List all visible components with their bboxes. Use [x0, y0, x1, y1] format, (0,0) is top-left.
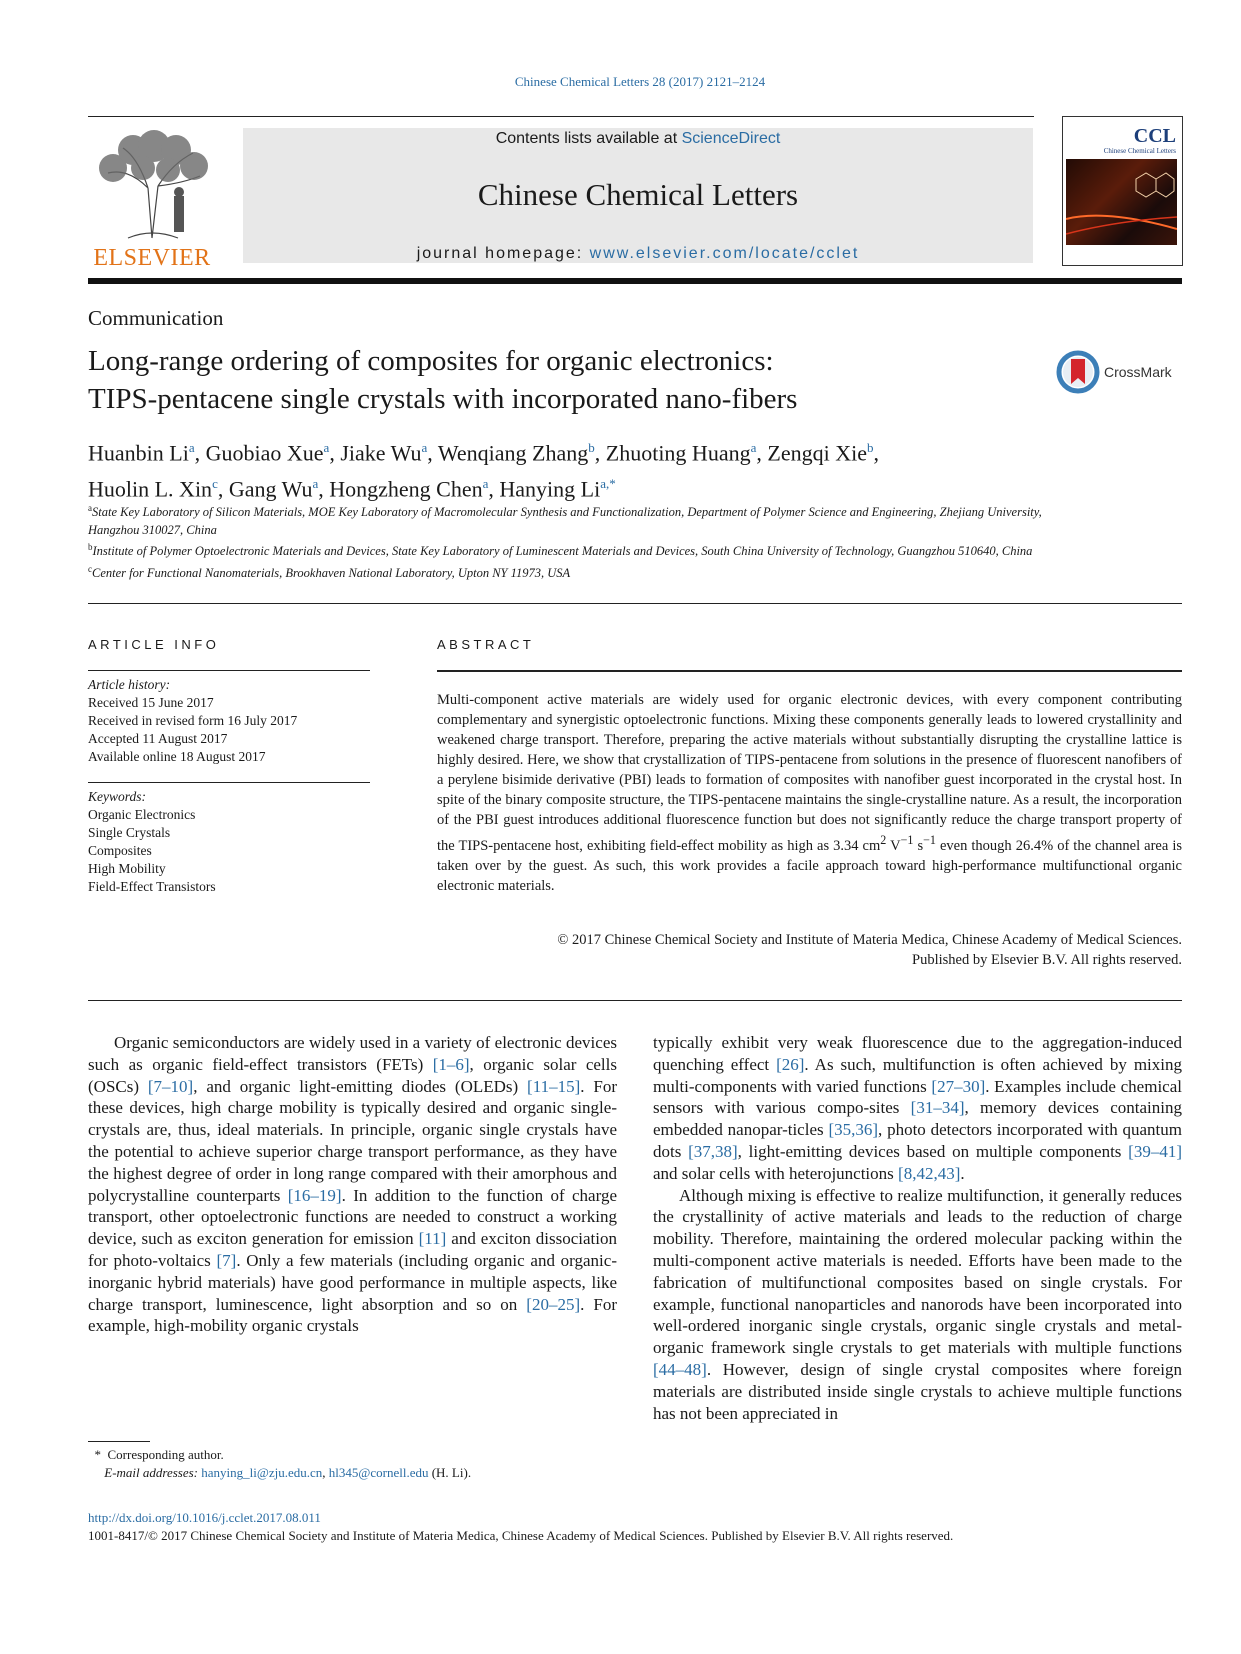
abstract-body-2: even though 26.4% of the channel area is taken over by the guest. As such, this work provides a facile approach toward high-performance multifunctional organic electronic materials. — [437, 837, 1183, 894]
affiliation-key: b — [88, 542, 93, 553]
corresponding-label: Corresponding author. — [107, 1447, 224, 1462]
crossmark-badge[interactable] — [1056, 350, 1186, 398]
keyword-item: Single Crystals — [88, 825, 171, 840]
affiliation-text: State Key Laboratory of Silicon Materials, MOE Key Laboratory of Macromolecular Synthesis and Functionalization, Department of Polymer Science and Engineering, Zhejiang University, Hangzhou 310027, China — [88, 505, 1042, 537]
citation-link[interactable]: [20–25] — [526, 1294, 581, 1314]
email-line: E-mail addresses: hanying_li@zju.edu.cn, hl345@cornell.edu (H. Li). — [104, 1465, 472, 1480]
citation-link[interactable]: [31–34] — [910, 1098, 965, 1118]
citation-link[interactable]: [27–30] — [931, 1076, 986, 1096]
author-separator: , — [318, 476, 330, 502]
title-line-1: Long-range ordering of composites for organic electronics: — [88, 345, 774, 377]
body-text-run: . — [960, 1163, 965, 1183]
history-item: Available online 18 August 2017 — [88, 749, 266, 764]
copyright-line-2: Published by Elsevier B.V. All rights reserved. — [912, 952, 1182, 968]
author-separator: , — [194, 440, 206, 466]
author-name[interactable]: Zhuoting Huang — [605, 440, 751, 466]
homepage-line — [243, 245, 1033, 263]
contents-prefix: Contents lists available at — [495, 130, 682, 147]
keywords-block — [88, 788, 216, 896]
contents-line — [243, 130, 1033, 148]
article-title — [88, 342, 1048, 418]
author-affiliation-mark[interactable]: a — [482, 476, 489, 492]
affiliation-item — [88, 561, 1088, 583]
body-text-run: . As such, multifunction is often achieved by mixing multi-components with varied functions — [653, 1054, 1182, 1096]
homepage-prefix: journal homepage: — [416, 245, 590, 262]
elsevier-wordmark: ELSEVIER — [93, 245, 211, 271]
keyword-list — [88, 806, 216, 896]
body-text-run: , light-emitting devices based on multiple components — [737, 1141, 1129, 1161]
abstract-copyright — [437, 930, 1182, 970]
cover-title: CCL — [1133, 125, 1176, 147]
journal-name: Chinese Chemical Letters — [477, 177, 799, 212]
unit-sup-3: −1 — [923, 833, 936, 847]
affiliations — [88, 500, 1088, 582]
author-separator: , — [873, 440, 879, 466]
body-text-run: , memory devices containing embedded nanopar-ticles — [653, 1098, 1182, 1140]
author-separator: , — [217, 476, 229, 502]
author-affiliation-mark[interactable]: c — [212, 476, 218, 492]
history-item: Accepted 11 August 2017 — [88, 731, 228, 746]
history-label: Article history: — [88, 677, 171, 692]
history-item: Received in revised form 16 July 2017 — [88, 713, 298, 728]
body-text-run: , photo detectors incorporated with quantum dots — [653, 1120, 1183, 1161]
citation-link[interactable]: [8,42,43] — [898, 1163, 961, 1183]
email-link-2[interactable]: hl345@cornell.edu — [328, 1465, 429, 1480]
author-separator: , — [594, 440, 606, 466]
unit-v: V — [886, 837, 901, 854]
author-affiliation-mark[interactable]: a — [323, 440, 330, 455]
author-name[interactable]: Huanbin Li — [88, 440, 189, 466]
body-text-run: . Examples include chemical sensors with various compo-sites — [653, 1076, 1182, 1118]
body-text-run: Although mixing is effective to realize multifunction, it generally reduces the crystallinity of active materials and leads to the reduction of charge mobility. Therefore, maintaining the ordered molecular packing within the multi-component active materials is needed. Efforts have been made to the fabrication of multifunctional composites based on single crystals. For example, functional nanoparticles and nanorods have been incorporated into well-ordered inorganic single crystals, organic single crystals and metal-organic framework single crystals to get materials with multiple functions — [653, 1185, 1182, 1358]
keywords-label: Keywords: — [88, 789, 146, 804]
abstract-text — [437, 690, 1182, 896]
body-text-run: , organic solar cells (OSCs) — [88, 1054, 617, 1096]
journal-cover-thumbnail[interactable] — [1062, 116, 1183, 266]
issn-copyright-line: 1001-8417/© 2017 Chinese Chemical Society and Institute of Materia Medica, Chinese Academy of Medical Sciences. Published by Elsevier B.V. All rights reserved. — [88, 1528, 954, 1543]
body-right-paragraph-2 — [653, 1185, 1182, 1425]
article-history — [88, 676, 297, 766]
author-name[interactable]: Wenqiang Zhang — [437, 440, 589, 466]
article-info-heading: ARTICLE INFO — [88, 637, 220, 652]
email-suffix: (H. Li). — [428, 1465, 472, 1480]
author-affiliation-mark[interactable]: a,* — [600, 476, 616, 492]
author-affiliation-mark[interactable]: a — [750, 440, 757, 455]
history-item: Received 15 June 2017 — [88, 695, 214, 710]
affiliation-text: Institute of Polymer Optoelectronic Materials and Devices, State Key Laboratory of Luminescent Materials and Devices, South China University of Technology, Guangzhou 510640, China — [92, 544, 1033, 559]
citation-link[interactable]: [39–41] — [1128, 1141, 1182, 1161]
affiliation-text: Center for Functional Nanomaterials, Brookhaven National Laboratory, Upton NY 11973, USA — [92, 565, 571, 580]
tree-icon — [88, 128, 216, 246]
body-text-run: Organic semiconductors are widely used in a variety of electronic devices such as organic field-effect transistors (FETs) — [88, 1033, 617, 1074]
author-separator: , — [329, 440, 341, 466]
author-affiliation-mark[interactable]: b — [866, 440, 874, 455]
citation-link[interactable]: [37,38] — [688, 1141, 738, 1161]
corresponding-footnote — [88, 1446, 471, 1482]
doi-line — [88, 1510, 321, 1526]
body-text-run: . For these devices, high charge mobility is typically desired and organic single-crystals are, thus, ideal materials. In principle, organic single crystals have the potential to achieve superior charge transport performance, as they have the highest degree of order in long range compared with their amorphous and polycrystalline counterparts — [88, 1076, 617, 1205]
crossmark-label: CrossMark — [1104, 364, 1172, 380]
journal-citation[interactable]: Chinese Chemical Letters 28 (2017) 2121–2124 — [514, 74, 766, 89]
body-text-run: . For example, high-mobility organic crystals — [88, 1294, 618, 1336]
abstract-body-1: Multi-component active materials are widely used for organic electronic devices, with every component contributing complementary and synergistic optoelectronic functions. Mixing these components generally leads to lowered crystallinity and weakened charge transport. Therefore, preparing the active materials without substantially disrupting the crystalline lattice is highly desired. Here, we show that crystallization of TIPS-pentacene from solutions in the presence of fluorescent nanofibers of a perylene bisimide derivative (PBI) leads to formation of composites with nanofiber guest incorporated in the crystal host. In spite of the binary composite structure, the TIPS-pentacene maintains the single-crystalline nature. As a result, the incorporation of the PBI guest introduces additional fluorescence function but does not significantly reduce the charge transport property of the TIPS-pentacene host, exhibiting field-effect mobility as high as 3.34 cm — [437, 692, 1182, 854]
body-text-run: typically exhibit very weak fluorescence due to the aggregation-induced quenching effect — [653, 1033, 1182, 1074]
body-text-run: . In addition to the function of charge transport, other optoelectronic functions are needed to construct a working device, such as exciton generation for emission — [88, 1185, 617, 1249]
author-affiliation-mark[interactable]: b — [588, 440, 595, 455]
affiliation-item — [88, 500, 1088, 539]
unit-sup-2: −1 — [900, 833, 914, 847]
author-name[interactable]: Huolin L. Xin — [88, 476, 213, 502]
body-text-run: , and organic light-emitting diodes (OLEDs) — [193, 1076, 528, 1096]
corresponding-line — [88, 1446, 471, 1464]
citation-link[interactable]: [11–15] — [527, 1076, 581, 1096]
body-text-run: and solar cells with heterojunctions — [653, 1163, 899, 1183]
header-top-rule — [88, 116, 1034, 117]
author-name[interactable]: Hongzheng Chen — [329, 476, 483, 502]
homepage-link[interactable]: www.elsevier.com/locate/cclet — [589, 245, 860, 262]
email-label: E-mail addresses: — [104, 1465, 202, 1480]
author-name[interactable]: Gang Wu — [228, 476, 313, 502]
sciencedirect-link[interactable]: ScienceDirect — [681, 130, 781, 147]
citation-link[interactable]: [44–48] — [653, 1359, 707, 1379]
author-affiliation-mark[interactable]: a — [188, 440, 195, 455]
author-name[interactable]: Jiake Wu — [340, 440, 422, 466]
history-list — [88, 694, 297, 766]
body-divider-rule — [88, 1000, 1182, 1001]
affiliation-item — [88, 539, 1088, 561]
email-link-1[interactable]: hanying_li@zju.edu.cn — [201, 1465, 323, 1480]
author-name[interactable]: Hanying Li — [499, 476, 601, 502]
citation-link[interactable]: [7] — [216, 1250, 237, 1270]
abstract-heading: ABSTRACT — [437, 637, 535, 652]
body-text-run: . However, design of single crystal composites where foreign materials are distributed inside single crystals to achieve multiple functions has not been appreciated in — [653, 1359, 1182, 1423]
body-column-right — [653, 1032, 1182, 1424]
author-separator: , — [756, 440, 768, 466]
title-line-2: TIPS-pentacene single crystals with incorporated nano-fibers — [88, 383, 798, 415]
author-affiliation-mark[interactable]: a — [312, 476, 319, 492]
info-rule-keywords — [88, 782, 370, 783]
affiliation-key: c — [88, 563, 92, 574]
body-text-run: . Only a few materials (including organic and organic-inorganic hybrid materials) have good performance in multiple aspects, like charge transport, luminescence, light absorption and so on — [88, 1250, 617, 1314]
keyword-item: Composites — [88, 843, 152, 858]
author-name[interactable]: Zengqi Xie — [767, 440, 867, 466]
abstract-rule — [437, 670, 1182, 672]
footnote-rule — [88, 1441, 150, 1442]
cover-image — [1066, 159, 1177, 245]
keyword-item: Field-Effect Transistors — [88, 879, 216, 894]
citation-link[interactable]: [1–6] — [432, 1054, 470, 1074]
citation-link[interactable]: [11] — [418, 1229, 447, 1249]
author-separator: , — [427, 440, 438, 466]
section-rule — [88, 603, 1182, 604]
cover-subtitle: Chinese Chemical Letters — [1103, 147, 1176, 155]
author-affiliation-mark[interactable]: a — [421, 440, 428, 455]
header-thick-rule — [88, 278, 1182, 284]
citation-link[interactable]: [35,36] — [828, 1120, 879, 1140]
body-right-paragraph-1 — [653, 1033, 1182, 1183]
unit-s: s — [913, 837, 924, 854]
citation-link[interactable]: [26] — [776, 1054, 805, 1074]
keyword-item: Organic Electronics — [88, 807, 196, 822]
unit-sup-1: 2 — [880, 833, 887, 847]
corresponding-mark: * — [94, 1447, 101, 1462]
affiliation-key: a — [88, 503, 92, 513]
doi-link[interactable]: http://dx.doi.org/10.1016/j.cclet.2017.08.011 — [88, 1510, 321, 1525]
info-rule — [88, 670, 370, 671]
keyword-item: High Mobility — [88, 861, 166, 876]
citation-link[interactable]: [16–19] — [287, 1185, 342, 1205]
author-list — [88, 432, 1148, 505]
body-text-run: and exciton dissociation for photo-voltaics — [88, 1229, 617, 1270]
body-column-left — [88, 1032, 617, 1337]
article-section-type: Communication — [88, 306, 224, 330]
molecule-icon — [1066, 159, 1177, 245]
citation-link[interactable]: [7–10] — [147, 1076, 194, 1096]
author-separator: , — [488, 476, 500, 502]
crossmark-icon — [1056, 350, 1100, 394]
copyright-line-1: © 2017 Chinese Chemical Society and Institute of Materia Medica, Chinese Academy of Medical Sciences. — [557, 932, 1182, 948]
author-name[interactable]: Guobiao Xue — [205, 440, 324, 466]
